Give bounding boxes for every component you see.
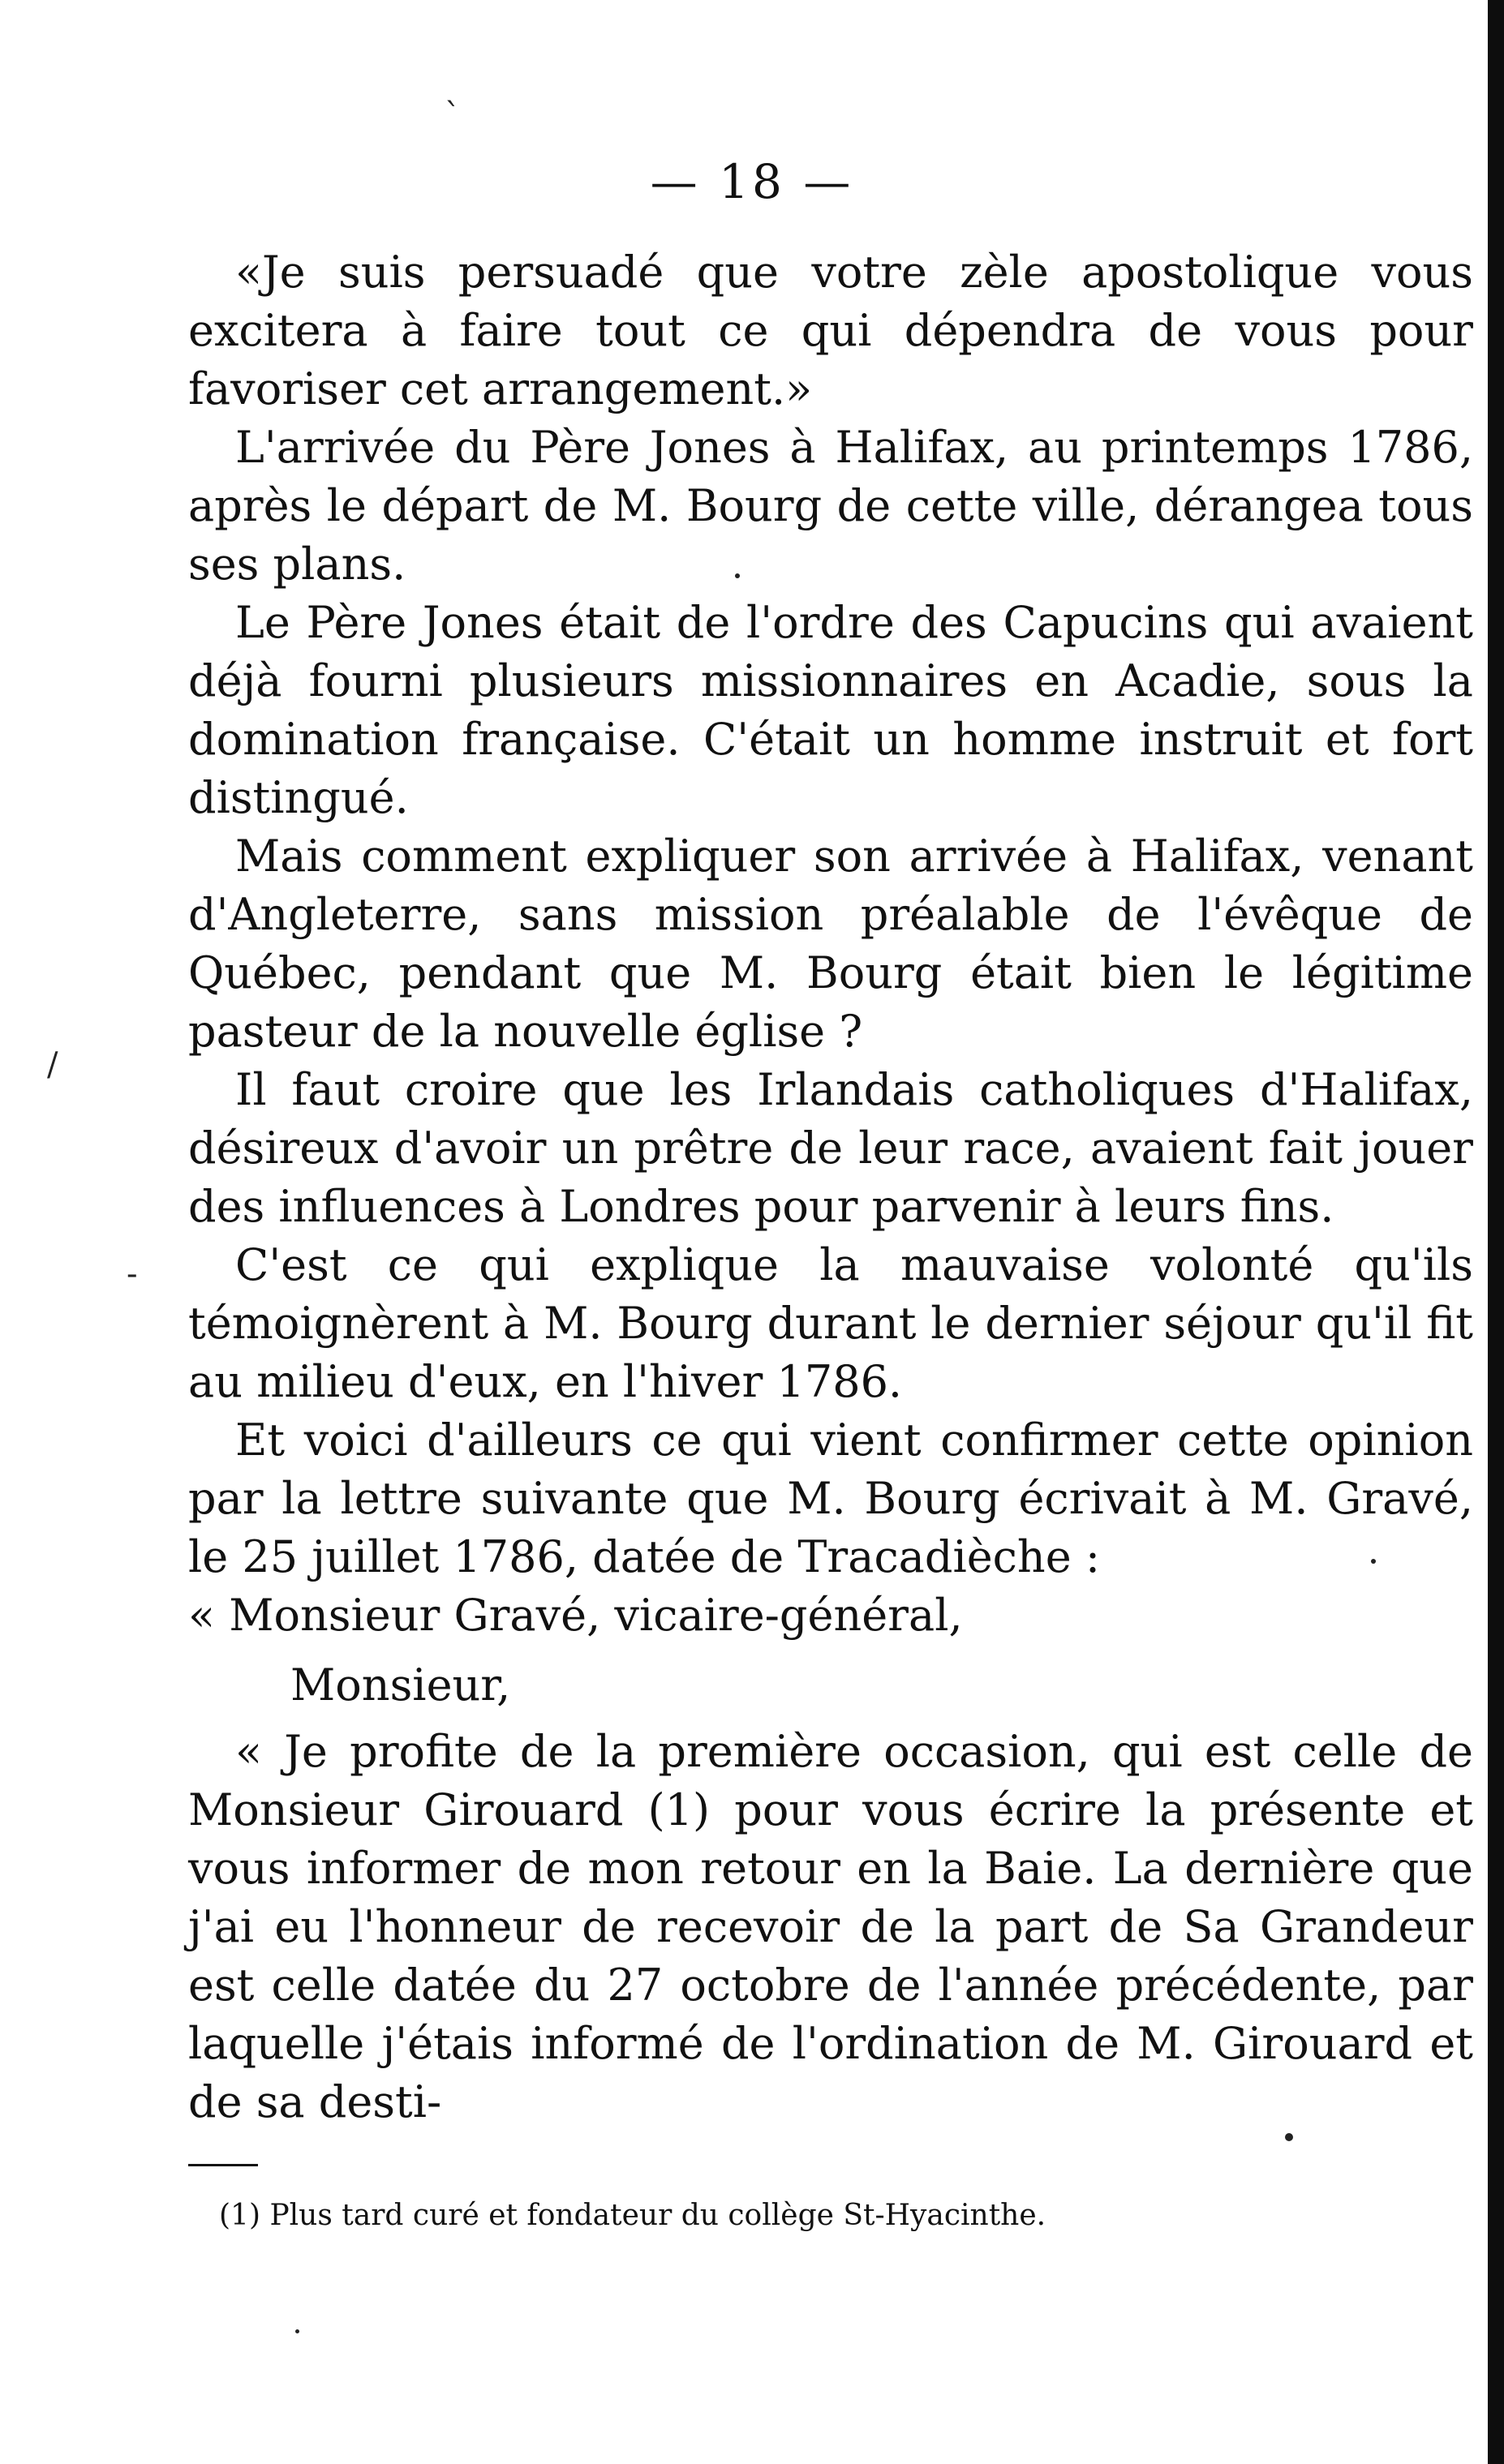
paragraph-arrival: L'arrivée du Père Jones à Halifax, au printemps 1786, après le départ de M. Bourg de cette ville, dérangea tous ses plans. [188, 422, 1473, 590]
letter-body: « Je profite de la première occasion, qui est celle de Monsieur Girouard (1) pour vous écrire la présente et vous informer de mon retour en la Baie. La dernière que j'ai eu l'honneur de recevoir de la part de Sa Grandeur est celle datée du 27 octobre de l'année précédente, par laquelle j'étais informé de l'ordination de M. Girouard et de sa desti- [188, 1726, 1473, 2127]
footnote: (1) Plus tard curé et fondateur du collège St-Hyacinthe. [219, 2199, 1046, 2232]
page-edge-border [1488, 0, 1504, 2464]
letter-address: « Monsieur Gravé, vicaire-général, [188, 1590, 963, 1641]
paragraph-ill-will: C'est ce qui explique la mauvaise volonté qu'ils témoignèrent à M. Bourg durant le dernier séjour qu'il fit au milieu d'eux, en l'hiver 1786. [188, 1239, 1473, 1407]
paragraph-question: Mais comment expliquer son arrivée à Halifax, venant d'Angleterre, sans mission préalable de l'évêque de Québec, pendant que M. Bourg était bien le légitime pasteur de la nouvelle église ? [188, 831, 1473, 1057]
paragraph-capucins: Le Père Jones était de l'ordre des Capucins qui avaient déjà fourni plusieurs missionnaires en Acadie, sous la domination française. C'était un homme instruit et fort distingué. [188, 597, 1473, 823]
scan-speck: ` [445, 97, 461, 135]
body-text [188, 243, 1473, 2131]
scan-speck [1285, 2133, 1293, 2141]
footnote-divider [188, 2164, 258, 2166]
paragraph-irish: Il faut croire que les Irlandais catholiques d'Halifax, désireux d'avoir un prêtre de leur race, avaient fait jouer des influences à Londres pour parvenir à leurs fins. [188, 1064, 1473, 1232]
scan-speck: / [47, 1046, 58, 1084]
letter-salutation: Monsieur, [290, 1659, 511, 1711]
paragraph-letter-intro: Et voici d'ailleurs ce qui vient confirmer cette opinion par la lettre suivante que M. Bourg écrivait à M. Gravé, le 25 juillet 1786, datée de Tracadièche : [188, 1414, 1473, 1582]
paragraph-quote-end: «Je suis persuadé que votre zèle apostolique vous excitera à faire tout ce qui dépendra de vous pour favoriser cet arrangement.» [188, 247, 1473, 414]
page-number: — 18 — [650, 154, 854, 209]
scan-speck [295, 2329, 299, 2333]
scan-speck: - [127, 1256, 138, 1293]
